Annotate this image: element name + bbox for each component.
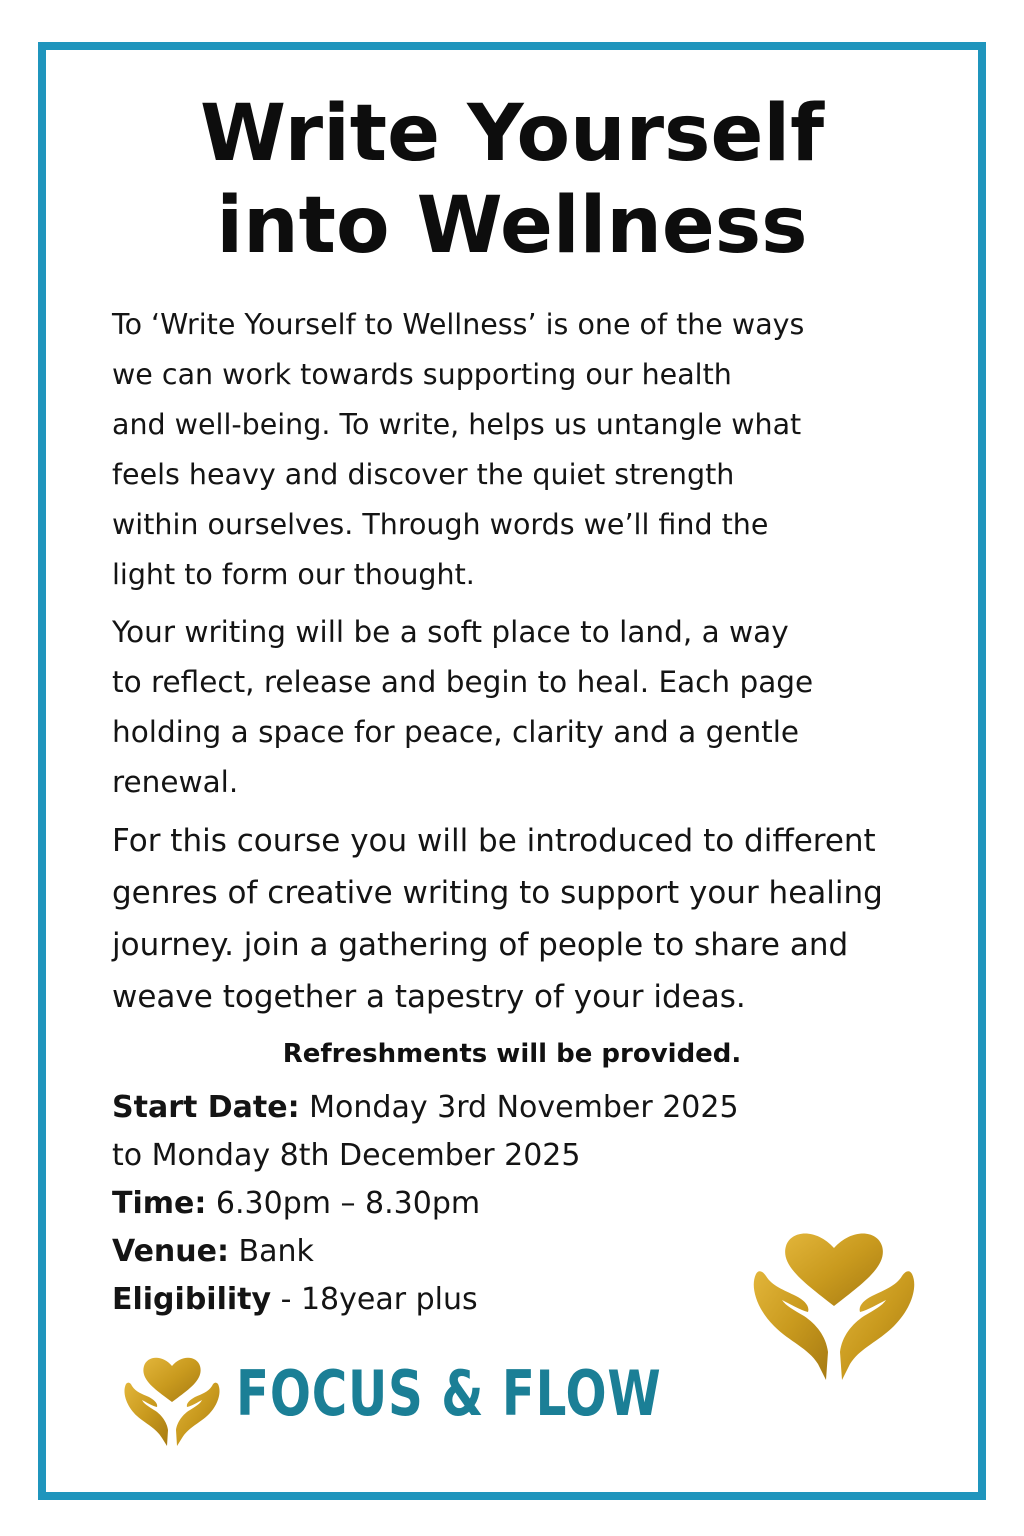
heart-in-hands-icon — [120, 1352, 224, 1448]
paragraph-line: For this course you will be introduced to different — [112, 823, 876, 859]
paragraph-line: within ourselves. Through words we’ll find the — [112, 508, 769, 541]
paragraph-line: weave together a tapestry of your ideas. — [112, 979, 746, 1015]
course-paragraph — [112, 815, 942, 1023]
event-details — [112, 1084, 812, 1324]
intro-paragraph — [112, 300, 942, 600]
title-line-2: into Wellness — [216, 181, 808, 271]
venue-label: Venue: — [112, 1234, 229, 1269]
paragraph-line: Your writing will be a soft place to land, a way — [112, 615, 789, 649]
logo-wordmark: FOCUS & FLOW — [236, 1357, 662, 1430]
venue-value: Bank — [228, 1234, 314, 1269]
title-line-1: Write Yourself — [199, 89, 825, 179]
paragraph-line: journey. join a gathering of people to share and — [112, 927, 849, 963]
paragraph-line: and well-being. To write, helps us untangle what — [112, 408, 802, 441]
time-row — [112, 1180, 812, 1228]
paragraph-line: to reflect, release and begin to heal. Each page — [112, 665, 814, 699]
paragraph-line: feels heavy and discover the quiet strength — [112, 458, 735, 491]
paragraph-line: light to form our thought. — [112, 558, 475, 591]
focus-and-flow-logo — [120, 1352, 662, 1452]
heart-in-hands-icon — [746, 1224, 922, 1384]
refreshments-note: Refreshments will be provided. — [282, 1039, 742, 1069]
end-date-row: to Monday 8th December 2025 — [112, 1138, 581, 1173]
writing-paragraph — [112, 607, 942, 807]
paragraph-line: To ‘Write Yourself to Wellness’ is one of the ways — [112, 308, 805, 341]
time-value: 6.30pm – 8.30pm — [206, 1186, 481, 1221]
eligibility-label: Eligibility — [112, 1282, 272, 1317]
start-date-label: Start Date: — [112, 1090, 300, 1125]
paragraph-line: renewal. — [112, 765, 239, 799]
start-date-row — [112, 1084, 812, 1132]
eligibility-value: - 18year plus — [271, 1282, 478, 1317]
paragraph-line: holding a space for peace, clarity and a gentle — [112, 715, 800, 749]
paragraph-line: we can work towards supporting our health — [112, 358, 732, 391]
paragraph-line: genres of creative writing to support your healing — [112, 875, 883, 911]
eligibility-row — [112, 1276, 812, 1324]
poster-title — [0, 88, 1024, 272]
venue-row — [112, 1228, 812, 1276]
time-label: Time: — [112, 1186, 207, 1221]
start-date-value: Monday 3rd November 2025 — [299, 1090, 739, 1125]
